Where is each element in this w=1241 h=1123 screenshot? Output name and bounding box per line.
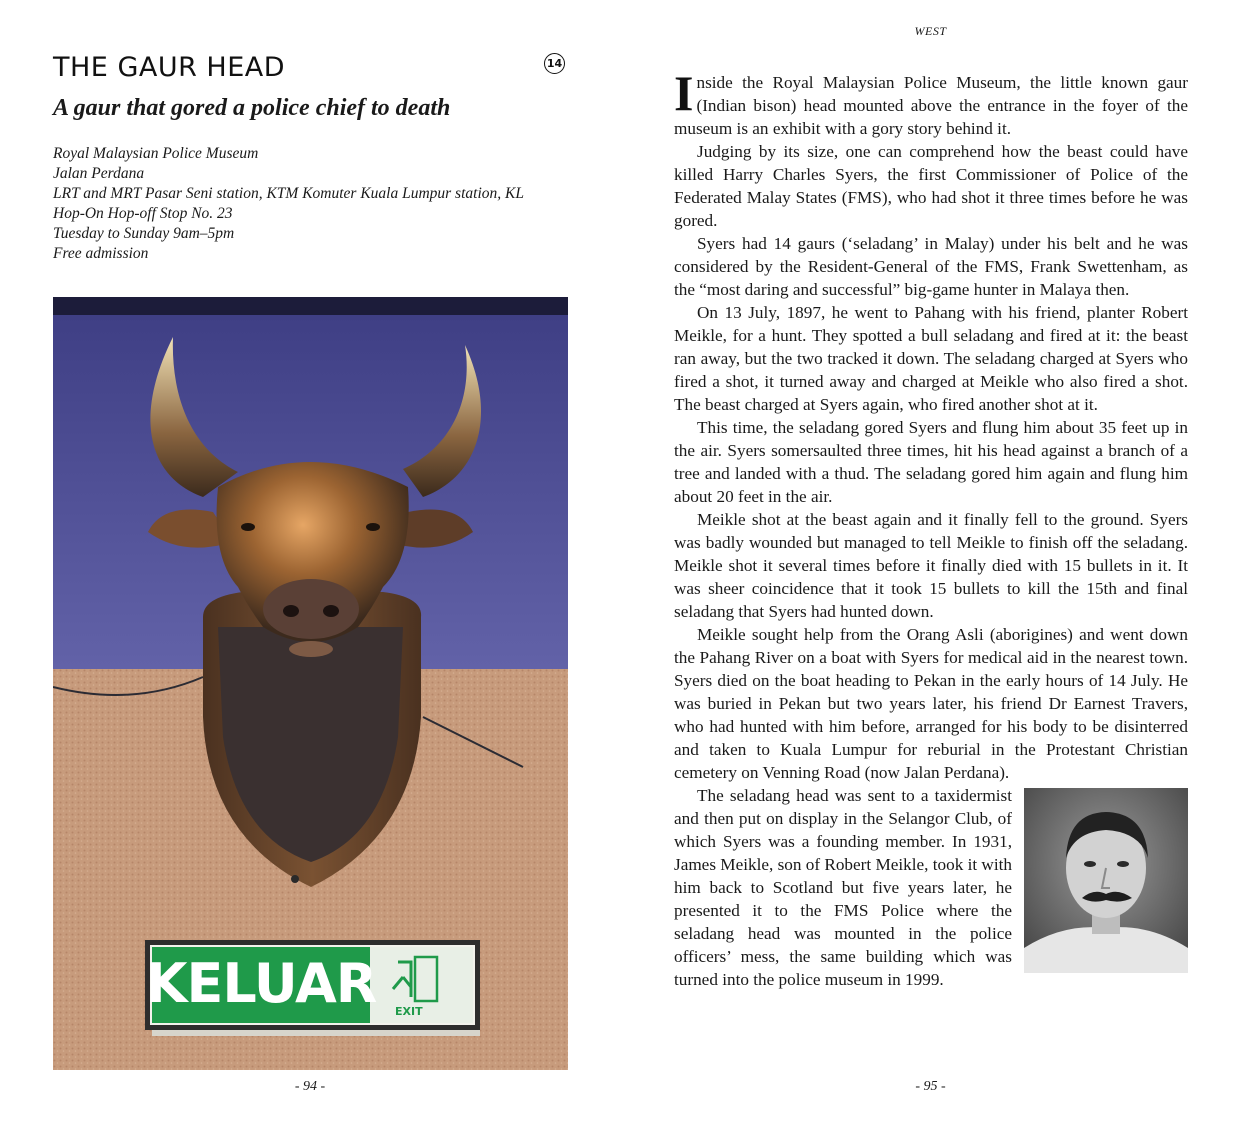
paragraph-8: The seladang head was sent to a taxidermist and then put on display in the Selangor Club, of which Syers was a founding member. In 1931, James Meikle, son of Robert Meikle, took it with him back to Scotland but five years later, he presented it to the FMS Police where the seladang head was mounted in the police officers’ mess, the same building which was turned into the police museum in 1999. (674, 786, 1012, 989)
exit-sign-text: KELUAR (145, 952, 377, 1015)
page-number-left: - 94 - (294, 1079, 326, 1094)
right-page (620, 0, 1241, 1123)
info-bus-stop: Hop-On Hop-off Stop No. 23 (53, 205, 233, 222)
paragraph-1 (674, 65, 1188, 140)
drop-cap: I (674, 65, 694, 121)
gaur-head-photo (53, 297, 568, 1070)
entry-subtitle: A gaur that gored a police chief to death (53, 95, 451, 121)
paragraph-6: Meikle shot at the beast again and it finally fell to the ground. Syers was badly wounded but managed to tell Meikle to finish off the seladang. Meikle shot it several times before it finally died with 15 bullets in it. It was sheer coincidence that it took 15 bullets to kill the 15th and final seladang that Syers had hunted down. (674, 510, 1188, 621)
running-head: WEST (914, 24, 947, 38)
visitor-info (53, 144, 573, 264)
info-hours: Tuesday to Sunday 9am–5pm (53, 225, 235, 242)
paragraph-5: This time, the seladang gored Syers and flung him about 35 feet up in the air. Syers somersaulted three times, hit his head against a branch of a tree and landed with a thud. The seladang gored him again and flung him about 20 feet in the air. (674, 418, 1188, 506)
entry-number-badge: 14 (544, 53, 565, 74)
entry-title: THE GAUR HEAD (53, 52, 286, 83)
page-number-right: - 95 - (915, 1079, 946, 1094)
paragraph-1-text: nside the Royal Malaysian Police Museum, the little known gaur (Indian bison) head mounted above the entrance in the foyer of the museum is an exhibit with a gory story behind it. (674, 73, 1188, 138)
paragraph-3: Syers had 14 gaurs (‘seladang’ in Malay) under his belt and he was considered by the Resident-General of the FMS, Frank Swettenham, as the “most daring and successful” big-game hunter in Malaya then. (674, 234, 1188, 299)
exit-sign-subtext: EXIT (395, 1005, 423, 1018)
left-page (0, 0, 620, 1123)
article-body (674, 65, 1188, 991)
info-admission: Free admission (53, 245, 149, 262)
paragraph-2: Judging by its size, one can comprehend how the beast could have killed Harry Charles Syers, the first Commissioner of Police of the Federated Malay States (FMS), who had shot it three times before he was gored. (674, 142, 1188, 230)
paragraph-4: On 13 July, 1897, he went to Pahang with his friend, planter Robert Meikle, for a hunt. They spotted a bull seladang and fired at it: the beast ran away, but the two tracked it down. The seladang charged at Syers who fired a shot, it turned away and charged at Meikle who also fired a shot. The beast charged at Syers again, who fired another shot at it. (674, 303, 1188, 414)
paragraph-7: Meikle sought help from the Orang Asli (aborigines) and went down the Pahang River on a boat with Syers for medical aid in the nearest town. Syers died on the boat heading to Pekan in the early hours of 14 July. He was buried in Pekan but two years later, his friend Dr Earnest Travers, who had hunted with him before, arranged for his body to be disinterred and taken to Kuala Lumpur for reburial in the Protestant Christian cemetery on Venning Road (now Jalan Perdana). (674, 625, 1188, 782)
syers-portrait-photo (1024, 788, 1188, 973)
info-location: Royal Malaysian Police Museum (53, 145, 259, 162)
info-transport: LRT and MRT Pasar Seni station, KTM Komuter Kuala Lumpur station, KL (53, 185, 524, 202)
info-street: Jalan Perdana (53, 165, 145, 182)
